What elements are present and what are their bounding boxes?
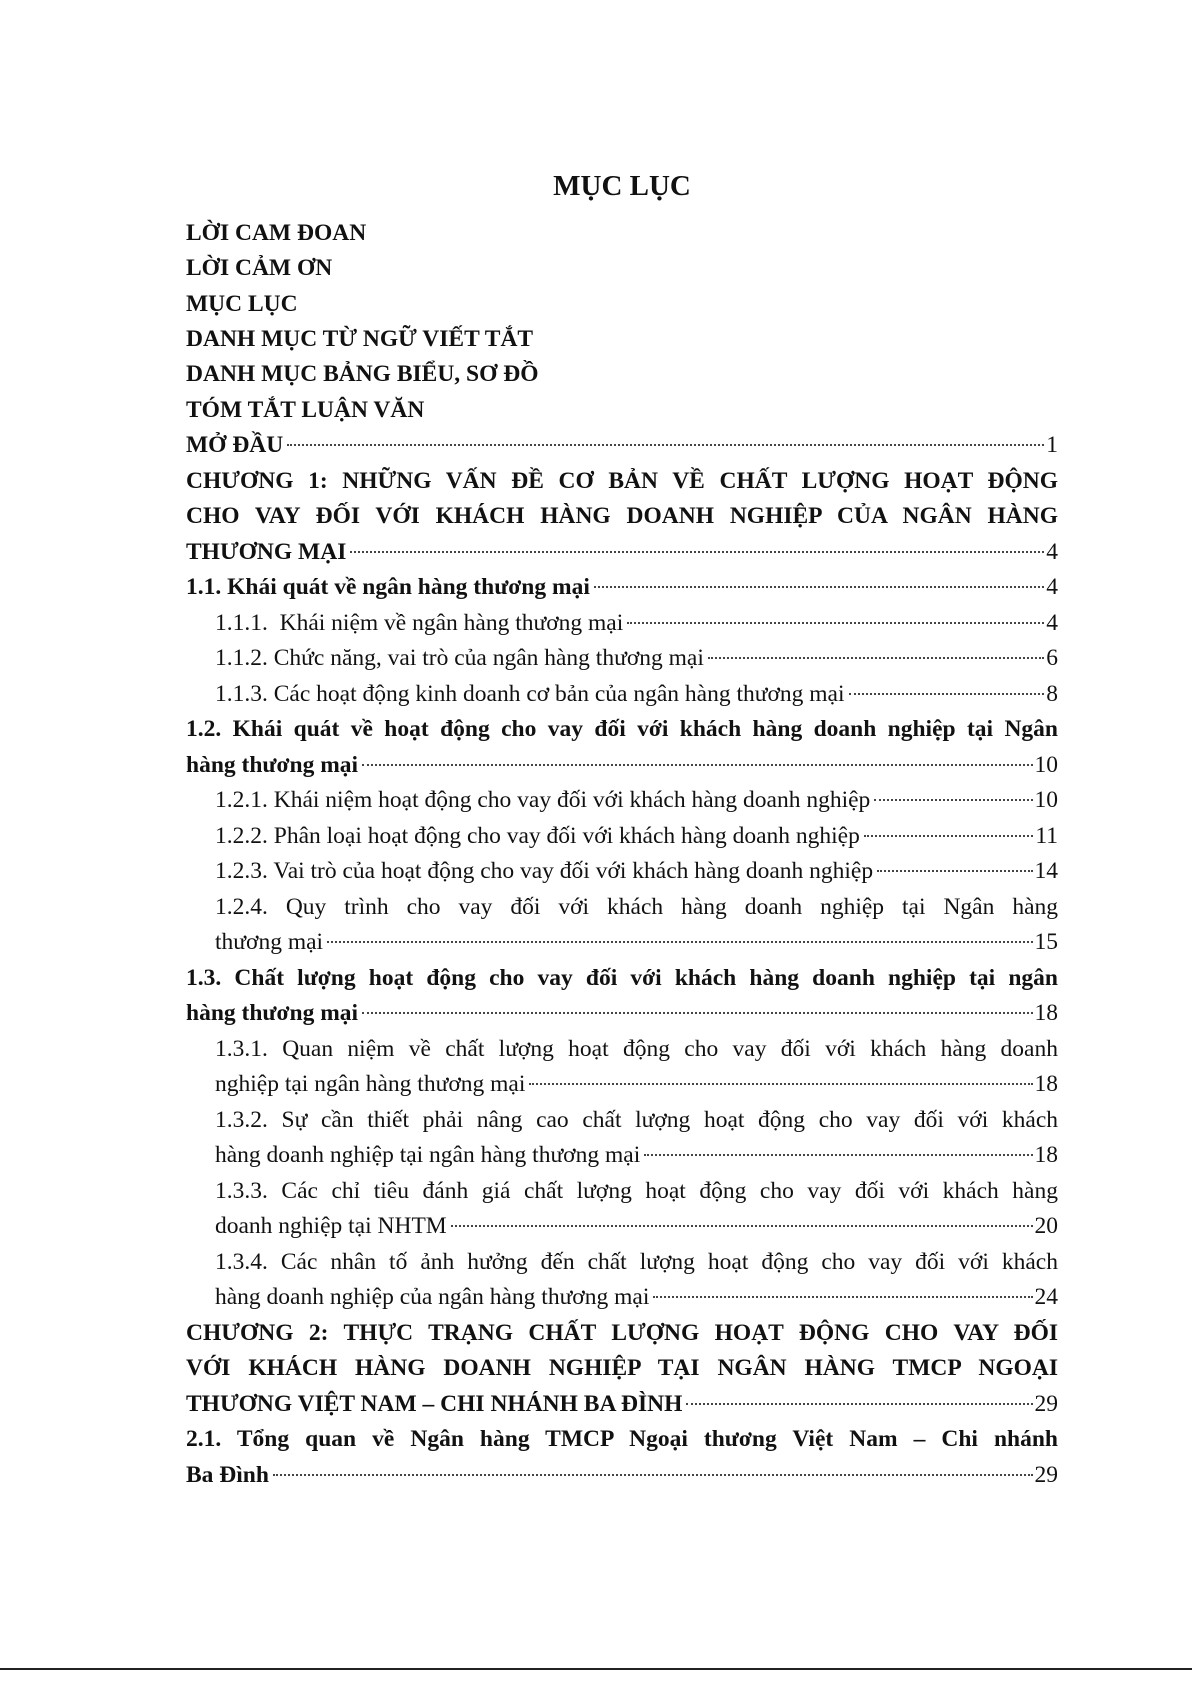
toc-entry-mo-dau[interactable] [186,428,1058,462]
dot-leader [653,1296,1032,1298]
toc-entry-text: hàng doanh nghiệp tại ngân hàng thương mại [215,1142,641,1168]
dot-leader [529,1083,1032,1085]
dot-leader [273,1474,1033,1476]
toc-entry-1-3-line2[interactable] [186,996,1058,1030]
toc-entry-1-1[interactable] [186,570,1058,604]
toc-entry-text: MỞ ĐẦU [186,432,284,458]
toc-entry-text: 1.1.1. Khái niệm về ngân hàng thương mại [215,610,624,636]
toc-entry-1-2-3[interactable] [215,854,1058,888]
page-number: 1 [1046,432,1058,458]
page-title: MỤC LỤC [553,170,691,202]
toc-entry-1-2-4-line1[interactable]: 1.2.4. Quy trình cho vay đối với khách hàng doanh nghiệp tại Ngân hàng [215,894,1058,920]
dot-leader [350,551,1044,553]
dot-leader [627,622,1044,624]
toc-entry-text: hàng doanh nghiệp của ngân hàng thương mại [215,1284,650,1310]
toc-entry-text: 1.2.1. Khái niệm hoạt động cho vay đối với khách hàng doanh nghiệp [215,787,871,813]
toc-chapter1-line1[interactable]: CHƯƠNG 1: NHỮNG VẤN ĐỀ CƠ BẢN VỀ CHẤT LƯỢNG HOẠT ĐỘNG [186,468,1058,494]
toc-entry-text: 1.2.3. Vai trò của hoạt động cho vay đối với khách hàng doanh nghiệp [215,858,874,884]
toc-entry-text: hàng thương mại [186,1000,359,1026]
page-number: 4 [1046,610,1058,636]
page-number: 8 [1046,681,1058,707]
toc-entry-1-2-2[interactable] [215,819,1058,853]
toc-entry-text: 1.1.3. Các hoạt động kinh doanh cơ bản của ngân hàng thương mại [215,681,845,707]
toc-chapter2-line1[interactable]: CHƯƠNG 2: THỰC TRẠNG CHẤT LƯỢNG HOẠT ĐỘNG CHO VAY ĐỐI [186,1320,1058,1346]
toc-entry-text: 1.2.2. Phân loại hoạt động cho vay đối với khách hàng doanh nghiệp [215,823,860,849]
toc-entry-loi-cam-doan[interactable]: LỜI CAM ĐOAN [186,220,367,246]
page-number: 24 [1034,1284,1058,1310]
toc-chapter2-line3[interactable] [186,1387,1058,1421]
dot-leader [451,1225,1033,1227]
dot-leader [849,693,1045,695]
toc-chapter1-line2[interactable]: CHO VAY ĐỐI VỚI KHÁCH HÀNG DOANH NGHIỆP CỦA NGÂN HÀNG [186,503,1058,529]
toc-entry-1-3-3-line1[interactable]: 1.3.3. Các chỉ tiêu đánh giá chất lượng hoạt động cho vay đối với khách hàng [215,1178,1058,1204]
toc-chapter2-line2[interactable]: VỚI KHÁCH HÀNG DOANH NGHIỆP TẠI NGÂN HÀNG TMCP NGOẠI [186,1355,1058,1381]
page-number: 18 [1034,1071,1058,1097]
toc-entry-1-2-4-line2[interactable] [215,925,1058,959]
toc-entry-1-3-line1[interactable]: 1.3. Chất lượng hoạt động cho vay đối với khách hàng doanh nghiệp tại ngân [186,965,1058,991]
toc-entry-text: Ba Đình [186,1462,269,1488]
toc-entry-text: thương mại [215,929,324,955]
toc-entry-1-1-2[interactable] [215,641,1058,675]
page-number: 4 [1046,574,1058,600]
dot-leader [362,764,1032,766]
page-number: 29 [1034,1391,1058,1417]
page-bottom-border [0,1668,1192,1670]
toc-entry-1-3-2-line1[interactable]: 1.3.2. Sự cần thiết phải nâng cao chất lượng hoạt động cho vay đối với khách [215,1107,1058,1133]
toc-entry-2-1-line1[interactable]: 2.1. Tổng quan về Ngân hàng TMCP Ngoại thương Việt Nam – Chi nhánh [186,1426,1058,1452]
toc-entry-1-3-2-line2[interactable] [215,1138,1058,1172]
dot-leader [327,941,1032,943]
toc-entry-1-2-line1[interactable]: 1.2. Khái quát về hoạt động cho vay đối với khách hàng doanh nghiệp tại Ngân [186,716,1058,742]
toc-entry-danh-muc-tu-ngu[interactable]: DANH MỤC TỪ NGỮ VIẾT TẮT [186,326,534,352]
toc-entry-text: THƯƠNG VIỆT NAM – CHI NHÁNH BA ĐÌNH [186,1391,683,1417]
toc-entry-1-3-1-line2[interactable] [215,1067,1058,1101]
toc-entry-danh-muc-bang-bieu[interactable]: DANH MỤC BẢNG BIỂU, SƠ ĐỒ [186,361,539,387]
toc-entry-text: nghiệp tại ngân hàng thương mại [215,1071,526,1097]
page-number: 6 [1046,645,1058,671]
dot-leader [362,1012,1032,1014]
dot-leader [874,799,1032,801]
page-number: 14 [1034,858,1058,884]
page-number: 15 [1034,929,1058,955]
page-number: 4 [1046,539,1058,565]
toc-entry-1-3-1-line1[interactable]: 1.3.1. Quan niệm về chất lượng hoạt động cho vay đối với khách hàng doanh [215,1036,1058,1062]
toc-entry-text: 1.1.2. Chức năng, vai trò của ngân hàng thương mại [215,645,704,671]
page-number: 10 [1034,787,1058,813]
dot-leader [864,835,1034,837]
dot-leader [644,1154,1032,1156]
page-number: 11 [1035,823,1058,849]
toc-entry-text: 1.1. Khái quát về ngân hàng thương mại [186,574,590,600]
page-number: 29 [1034,1462,1058,1488]
page-number: 20 [1034,1213,1058,1239]
toc-entry-1-3-4-line2[interactable] [215,1280,1058,1314]
toc-entry-1-1-3[interactable] [215,677,1058,711]
page-number: 10 [1034,752,1058,778]
toc-entry-tom-tat[interactable]: TÓM TẮT LUẬN VĂN [186,397,425,423]
dot-leader [877,870,1032,872]
toc-entry-1-3-3-line2[interactable] [215,1209,1058,1243]
toc-chapter1-line3[interactable] [186,535,1058,569]
toc-entry-1-3-4-line1[interactable]: 1.3.4. Các nhân tố ảnh hưởng đến chất lượng hoạt động cho vay đối với khách [215,1249,1058,1275]
dot-leader [287,444,1044,446]
page-number: 18 [1034,1000,1058,1026]
dot-leader [708,657,1044,659]
toc-entry-1-1-1[interactable] [215,606,1058,640]
toc-entry-loi-cam-on[interactable]: LỜI CẢM ƠN [186,255,333,281]
toc-entry-text: doanh nghiệp tại NHTM [215,1213,447,1239]
dot-leader [594,586,1044,588]
toc-entry-2-1-line2[interactable] [186,1458,1058,1492]
page-number: 18 [1034,1142,1058,1168]
toc-entry-1-2-line2[interactable] [186,748,1058,782]
toc-entry-text: hàng thương mại [186,752,359,778]
toc-entry-muc-luc[interactable]: MỤC LỤC [186,291,298,317]
toc-entry-1-2-1[interactable] [215,783,1058,817]
toc-entry-text: THƯƠNG MẠI [186,539,347,565]
dot-leader [686,1403,1032,1405]
